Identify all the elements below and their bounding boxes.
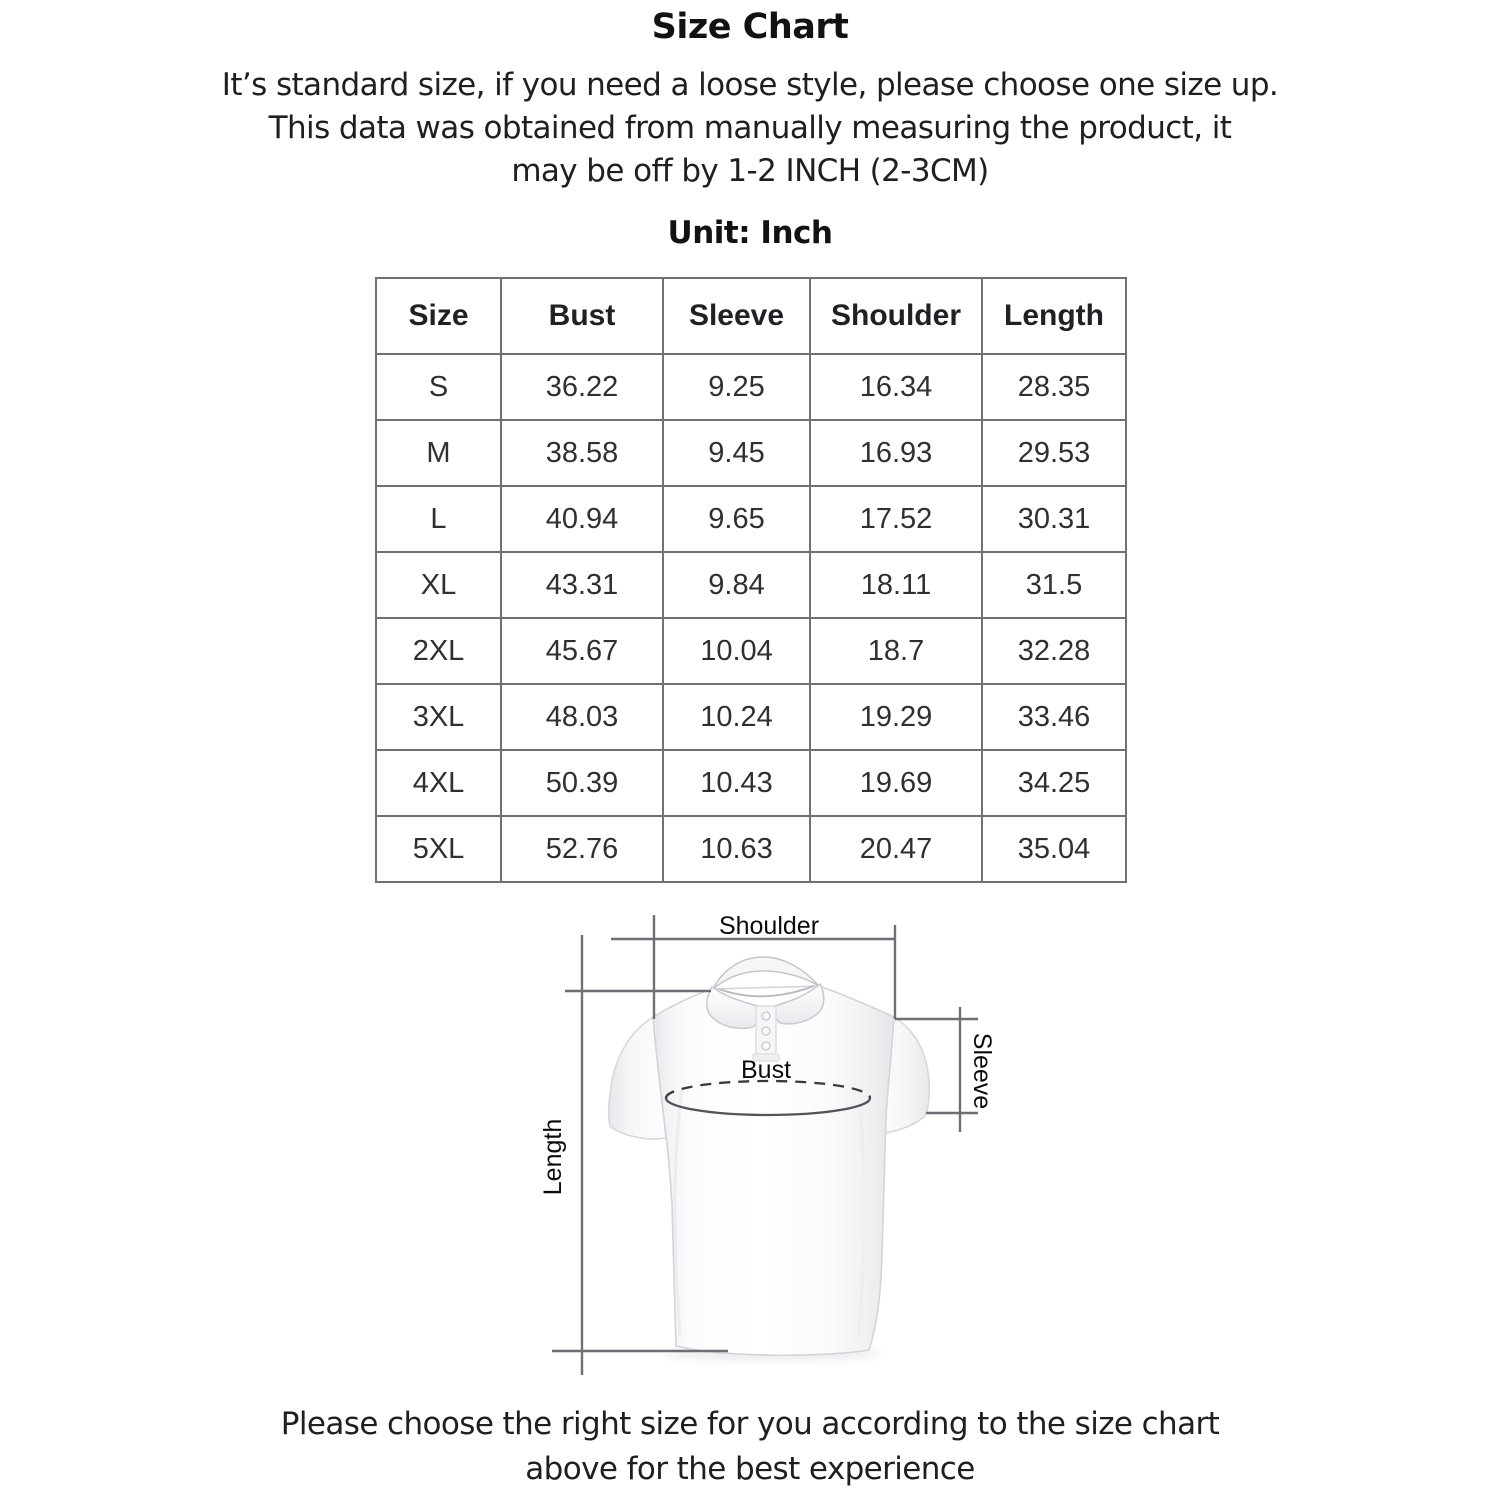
table-row	[376, 420, 1126, 486]
value-cell: 18.7	[810, 618, 982, 684]
table-row	[376, 684, 1126, 750]
value-cell: 10.43	[663, 750, 810, 816]
size-cell: S	[376, 354, 501, 420]
header-cell: Size	[376, 278, 501, 354]
size-cell: XL	[376, 552, 501, 618]
value-cell: 10.04	[663, 618, 810, 684]
table-row	[376, 816, 1126, 882]
description-line-1: It’s standard size, if you need a loose style, please choose one size up.	[221, 67, 1279, 103]
header-cell: Bust	[501, 278, 663, 354]
value-cell: 9.45	[663, 420, 810, 486]
value-cell: 43.31	[501, 552, 663, 618]
value-cell: 38.58	[501, 420, 663, 486]
footer-line-1: Please choose the right size for you according to the size chart	[280, 1406, 1220, 1442]
description-line-2: This data was obtained from manually measuring the product, it	[268, 110, 1232, 146]
value-cell: 20.47	[810, 816, 982, 882]
value-cell: 40.94	[501, 486, 663, 552]
value-cell: 19.69	[810, 750, 982, 816]
table-row	[376, 618, 1126, 684]
footer-line-2: above for the best experience	[525, 1451, 975, 1487]
value-cell: 36.22	[501, 354, 663, 420]
value-cell: 28.35	[982, 354, 1126, 420]
value-cell: 32.28	[982, 618, 1126, 684]
sleeve-label: Sleeve	[968, 1032, 996, 1110]
size-cell: 2XL	[376, 618, 501, 684]
value-cell: 9.65	[663, 486, 810, 552]
bust-label: Bust	[740, 1056, 792, 1084]
button-1	[762, 1012, 770, 1020]
value-cell: 10.63	[663, 816, 810, 882]
footer-note	[0, 1402, 1500, 1492]
table-row	[376, 486, 1126, 552]
size-cell: 3XL	[376, 684, 501, 750]
value-cell: 9.84	[663, 552, 810, 618]
header-cell: Length	[982, 278, 1126, 354]
shoulder-label: Shoulder	[718, 912, 820, 940]
collar-back	[713, 957, 819, 989]
value-cell: 45.67	[501, 618, 663, 684]
description	[0, 64, 1500, 193]
length-label: Length	[539, 1118, 567, 1196]
size-cell: L	[376, 486, 501, 552]
value-cell: 33.46	[982, 684, 1126, 750]
button-3	[762, 1042, 770, 1050]
table-row	[376, 354, 1126, 420]
value-cell: 30.31	[982, 486, 1126, 552]
value-cell: 52.76	[501, 816, 663, 882]
size-cell: 4XL	[376, 750, 501, 816]
value-cell: 18.11	[810, 552, 982, 618]
description-line-3: may be off by 1-2 INCH (2-3CM)	[511, 153, 989, 189]
value-cell: 16.93	[810, 420, 982, 486]
value-cell: 34.25	[982, 750, 1126, 816]
value-cell: 29.53	[982, 420, 1126, 486]
header-cell: Shoulder	[810, 278, 982, 354]
value-cell: 35.04	[982, 816, 1126, 882]
value-cell: 31.5	[982, 552, 1126, 618]
value-cell: 9.25	[663, 354, 810, 420]
button-2	[762, 1027, 770, 1035]
table-row	[376, 552, 1126, 618]
unit-label: Unit: Inch	[667, 215, 833, 251]
table-header-row	[376, 278, 1126, 354]
page-title: Size Chart	[651, 7, 849, 47]
header-cell: Sleeve	[663, 278, 810, 354]
size-table-body	[376, 354, 1126, 882]
value-cell: 17.52	[810, 486, 982, 552]
size-cell: 5XL	[376, 816, 501, 882]
value-cell: 48.03	[501, 684, 663, 750]
size-cell: M	[376, 420, 501, 486]
measurement-diagram	[520, 905, 1020, 1385]
value-cell: 10.24	[663, 684, 810, 750]
value-cell: 50.39	[501, 750, 663, 816]
value-cell: 16.34	[810, 354, 982, 420]
value-cell: 19.29	[810, 684, 982, 750]
table-row	[376, 750, 1126, 816]
size-table	[375, 277, 1127, 883]
